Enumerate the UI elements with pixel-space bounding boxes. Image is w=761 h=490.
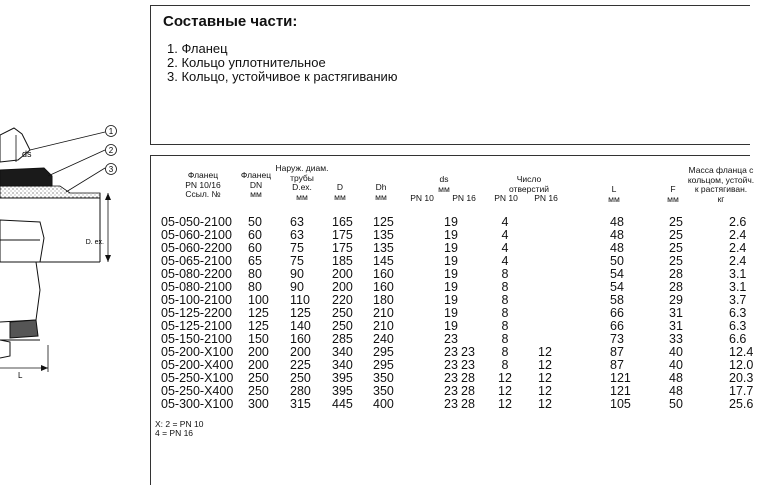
ref-number: 05-200-X100 bbox=[161, 345, 234, 359]
ref-number: 05-125-2100 bbox=[161, 319, 232, 333]
mass-value: 3.7 bbox=[729, 293, 747, 307]
dn-value: 200 bbox=[248, 345, 269, 359]
d-value: 395 bbox=[332, 384, 353, 398]
spec-table bbox=[150, 155, 755, 485]
part-item-tensile-ring: 3. Кольцо, устойчивое к растягиванию bbox=[167, 69, 398, 84]
dex-value: 280 bbox=[290, 384, 311, 398]
holes-pn10-value: 4 bbox=[501, 228, 509, 242]
ds-pn16-value: 23 bbox=[461, 358, 475, 372]
d-value: 220 bbox=[332, 293, 353, 307]
dh-value: 240 bbox=[373, 332, 394, 346]
flange-drawing bbox=[0, 0, 150, 485]
callout-1-label: 1 bbox=[108, 127, 114, 136]
dex-value: 250 bbox=[290, 371, 311, 385]
header-dn: Фланец DN мм bbox=[240, 170, 272, 199]
header-dh: Dh мм bbox=[375, 182, 387, 202]
header-ds: ds мм bbox=[438, 174, 450, 194]
d-value: 285 bbox=[332, 332, 353, 346]
dh-value: 135 bbox=[373, 241, 394, 255]
dex-value: 315 bbox=[290, 397, 311, 411]
ds-pn16-value: 28 bbox=[461, 371, 475, 385]
dex-value: 160 bbox=[290, 332, 311, 346]
holes-pn10-value: 12 bbox=[498, 384, 512, 398]
f-value: 40 bbox=[669, 358, 683, 372]
dh-value: 400 bbox=[373, 397, 394, 411]
l-value: 50 bbox=[610, 254, 624, 268]
parts-title: Составные части: bbox=[163, 13, 298, 30]
ref-number: 05-300-X100 bbox=[161, 397, 234, 411]
dex-value: 75 bbox=[290, 254, 304, 268]
header-holes-pn16: PN 16 bbox=[534, 193, 558, 203]
dex-value: 63 bbox=[290, 215, 304, 229]
d-value: 250 bbox=[332, 306, 353, 320]
ds-pn10-value: 19 bbox=[444, 215, 458, 229]
ds-pn10-value: 19 bbox=[444, 241, 458, 255]
holes-pn16-value: 12 bbox=[538, 397, 552, 411]
dh-value: 135 bbox=[373, 228, 394, 242]
dn-value: 125 bbox=[248, 306, 269, 320]
dex-value: 63 bbox=[290, 228, 304, 242]
d-value: 200 bbox=[332, 267, 353, 281]
table-row bbox=[151, 397, 754, 411]
ds-pn10-value: 23 bbox=[444, 384, 458, 398]
ref-number: 05-100-2100 bbox=[161, 293, 232, 307]
mass-value: 17.7 bbox=[729, 384, 754, 398]
header-holes: Число отверстий bbox=[509, 174, 549, 194]
f-value: 25 bbox=[669, 215, 683, 229]
flange-cross-section-diagram bbox=[0, 0, 150, 485]
ref-number: 05-065-2100 bbox=[161, 254, 232, 268]
l-value: 58 bbox=[610, 293, 624, 307]
l-value: 66 bbox=[610, 319, 624, 333]
mass-value: 6.3 bbox=[729, 306, 747, 320]
dh-value: 160 bbox=[373, 267, 394, 281]
l-value: 73 bbox=[610, 332, 624, 346]
ds-pn10-value: 19 bbox=[444, 228, 458, 242]
f-value: 48 bbox=[669, 371, 683, 385]
dn-value: 80 bbox=[248, 280, 262, 294]
d-value: 445 bbox=[332, 397, 353, 411]
f-value: 50 bbox=[669, 397, 683, 411]
holes-pn10-value: 4 bbox=[501, 215, 509, 229]
l-value: 66 bbox=[610, 306, 624, 320]
header-flange: Фланец PN 10/16 Ссыл. № bbox=[185, 170, 221, 199]
ds-pn10-value: 23 bbox=[444, 332, 458, 346]
header-outer-diameter: Наруж. диам. трубы D.ex. мм bbox=[275, 163, 329, 202]
ds-pn16-value: 28 bbox=[461, 384, 475, 398]
holes-pn10-value: 4 bbox=[501, 241, 509, 255]
ds-pn10-value: 23 bbox=[444, 358, 458, 372]
d-value: 175 bbox=[332, 241, 353, 255]
dh-value: 350 bbox=[373, 371, 394, 385]
mass-value: 6.6 bbox=[729, 332, 747, 346]
ds-pn10-value: 23 bbox=[444, 345, 458, 359]
dex-value: 125 bbox=[290, 306, 311, 320]
holes-pn10-value: 8 bbox=[501, 345, 509, 359]
mass-value: 2.6 bbox=[729, 215, 747, 229]
f-value: 31 bbox=[669, 306, 683, 320]
parts-list bbox=[167, 42, 398, 84]
d-value: 185 bbox=[332, 254, 353, 268]
ref-number: 05-150-2100 bbox=[161, 332, 232, 346]
dex-value: 75 bbox=[290, 241, 304, 255]
dh-value: 295 bbox=[373, 358, 394, 372]
ds-label: ds bbox=[22, 149, 32, 159]
f-value: 48 bbox=[669, 384, 683, 398]
dh-value: 210 bbox=[373, 306, 394, 320]
ds-pn10-value: 19 bbox=[444, 306, 458, 320]
header-ds-pn10: PN 10 bbox=[410, 193, 434, 203]
holes-pn10-value: 8 bbox=[501, 306, 509, 320]
ds-pn10-value: 23 bbox=[444, 371, 458, 385]
ds-pn10-value: 23 bbox=[444, 397, 458, 411]
l-label: L bbox=[18, 371, 23, 380]
dn-value: 100 bbox=[248, 293, 269, 307]
d-value: 395 bbox=[332, 371, 353, 385]
ref-number: 05-200-X400 bbox=[161, 358, 234, 372]
dh-value: 160 bbox=[373, 280, 394, 294]
header-mass: Масса фланца с кольцом, устойч. к растягиван. кг bbox=[687, 165, 755, 204]
d-value: 340 bbox=[332, 345, 353, 359]
f-value: 25 bbox=[669, 228, 683, 242]
holes-pn10-value: 8 bbox=[501, 280, 509, 294]
ref-number: 05-060-2200 bbox=[161, 241, 232, 255]
dex-value: 225 bbox=[290, 358, 311, 372]
dn-value: 250 bbox=[248, 371, 269, 385]
mass-value: 3.1 bbox=[729, 280, 747, 294]
f-value: 31 bbox=[669, 319, 683, 333]
dex-value: 90 bbox=[290, 280, 304, 294]
ref-number: 05-080-2100 bbox=[161, 280, 232, 294]
ref-number: 05-250-X400 bbox=[161, 384, 234, 398]
parts-panel bbox=[150, 5, 750, 145]
mass-value: 2.4 bbox=[729, 241, 747, 255]
d-value: 250 bbox=[332, 319, 353, 333]
callout-3-label: 3 bbox=[108, 165, 114, 174]
dn-value: 60 bbox=[248, 241, 262, 255]
mass-value: 12.0 bbox=[729, 358, 754, 372]
holes-pn16-value: 12 bbox=[538, 358, 552, 372]
holes-pn10-value: 4 bbox=[501, 254, 509, 268]
f-value: 28 bbox=[669, 280, 683, 294]
holes-pn16-value: 12 bbox=[538, 384, 552, 398]
dn-value: 60 bbox=[248, 228, 262, 242]
header-ds-pn16: PN 16 bbox=[452, 193, 476, 203]
ds-pn10-value: 19 bbox=[444, 293, 458, 307]
dn-value: 250 bbox=[248, 384, 269, 398]
dn-value: 300 bbox=[248, 397, 269, 411]
f-value: 28 bbox=[669, 267, 683, 281]
dex-value: 140 bbox=[290, 319, 311, 333]
dex-label: D. ex. bbox=[85, 239, 104, 246]
ds-pn10-value: 19 bbox=[444, 254, 458, 268]
holes-pn10-value: 8 bbox=[501, 293, 509, 307]
part-item-flange: 1. Фланец bbox=[167, 41, 228, 56]
mass-value: 2.4 bbox=[729, 228, 747, 242]
ds-pn10-value: 19 bbox=[444, 267, 458, 281]
l-value: 54 bbox=[610, 267, 624, 281]
l-value: 48 bbox=[610, 215, 624, 229]
mass-value: 3.1 bbox=[729, 267, 747, 281]
dn-value: 65 bbox=[248, 254, 262, 268]
header-l: L мм bbox=[608, 184, 620, 204]
f-value: 25 bbox=[669, 254, 683, 268]
l-value: 48 bbox=[610, 228, 624, 242]
mass-value: 2.4 bbox=[729, 254, 747, 268]
l-value: 87 bbox=[610, 345, 624, 359]
holes-pn16-value: 12 bbox=[538, 371, 552, 385]
dex-value: 200 bbox=[290, 345, 311, 359]
footnote-pn10: X: 2 = PN 10 bbox=[155, 419, 204, 429]
callout-2-label: 2 bbox=[108, 146, 114, 155]
ds-pn10-value: 19 bbox=[444, 319, 458, 333]
dh-value: 125 bbox=[373, 215, 394, 229]
d-value: 200 bbox=[332, 280, 353, 294]
f-value: 25 bbox=[669, 241, 683, 255]
ref-number: 05-250-X100 bbox=[161, 371, 234, 385]
dex-value: 90 bbox=[290, 267, 304, 281]
dh-value: 180 bbox=[373, 293, 394, 307]
part-item-sealing-ring: 2. Кольцо уплотнительное bbox=[167, 55, 326, 70]
ds-pn16-value: 23 bbox=[461, 345, 475, 359]
mass-value: 6.3 bbox=[729, 319, 747, 333]
mass-value: 12.4 bbox=[729, 345, 754, 359]
holes-pn10-value: 8 bbox=[501, 319, 509, 333]
header-f: F мм bbox=[667, 184, 679, 204]
holes-pn16-value: 12 bbox=[538, 345, 552, 359]
holes-pn10-value: 8 bbox=[501, 358, 509, 372]
dh-value: 350 bbox=[373, 384, 394, 398]
dn-value: 150 bbox=[248, 332, 269, 346]
l-value: 87 bbox=[610, 358, 624, 372]
header-d: D мм bbox=[334, 182, 346, 202]
holes-pn10-value: 8 bbox=[501, 332, 509, 346]
d-value: 340 bbox=[332, 358, 353, 372]
l-value: 121 bbox=[610, 384, 631, 398]
f-value: 29 bbox=[669, 293, 683, 307]
f-value: 40 bbox=[669, 345, 683, 359]
d-value: 165 bbox=[332, 215, 353, 229]
f-value: 33 bbox=[669, 332, 683, 346]
mass-value: 20.3 bbox=[729, 371, 754, 385]
dn-value: 125 bbox=[248, 319, 269, 333]
dh-value: 210 bbox=[373, 319, 394, 333]
dn-value: 200 bbox=[248, 358, 269, 372]
l-value: 121 bbox=[610, 371, 631, 385]
dh-value: 145 bbox=[373, 254, 394, 268]
dn-value: 80 bbox=[248, 267, 262, 281]
ds-pn10-value: 19 bbox=[444, 280, 458, 294]
holes-pn10-value: 8 bbox=[501, 267, 509, 281]
dex-value: 110 bbox=[290, 293, 310, 307]
l-value: 48 bbox=[610, 241, 624, 255]
header-holes-pn10: PN 10 bbox=[494, 193, 518, 203]
footnote-pn16: 4 = PN 16 bbox=[155, 428, 194, 438]
ds-pn16-value: 28 bbox=[461, 397, 475, 411]
mass-value: 25.6 bbox=[729, 397, 754, 411]
ref-number: 05-080-2200 bbox=[161, 267, 232, 281]
d-value: 175 bbox=[332, 228, 353, 242]
holes-pn10-value: 12 bbox=[498, 371, 512, 385]
holes-pn10-value: 12 bbox=[498, 397, 512, 411]
ref-number: 05-060-2100 bbox=[161, 228, 232, 242]
dn-value: 50 bbox=[248, 215, 262, 229]
dh-value: 295 bbox=[373, 345, 394, 359]
ref-number: 05-125-2200 bbox=[161, 306, 232, 320]
ref-number: 05-050-2100 bbox=[161, 215, 232, 229]
l-value: 54 bbox=[610, 280, 624, 294]
l-value: 105 bbox=[610, 397, 631, 411]
